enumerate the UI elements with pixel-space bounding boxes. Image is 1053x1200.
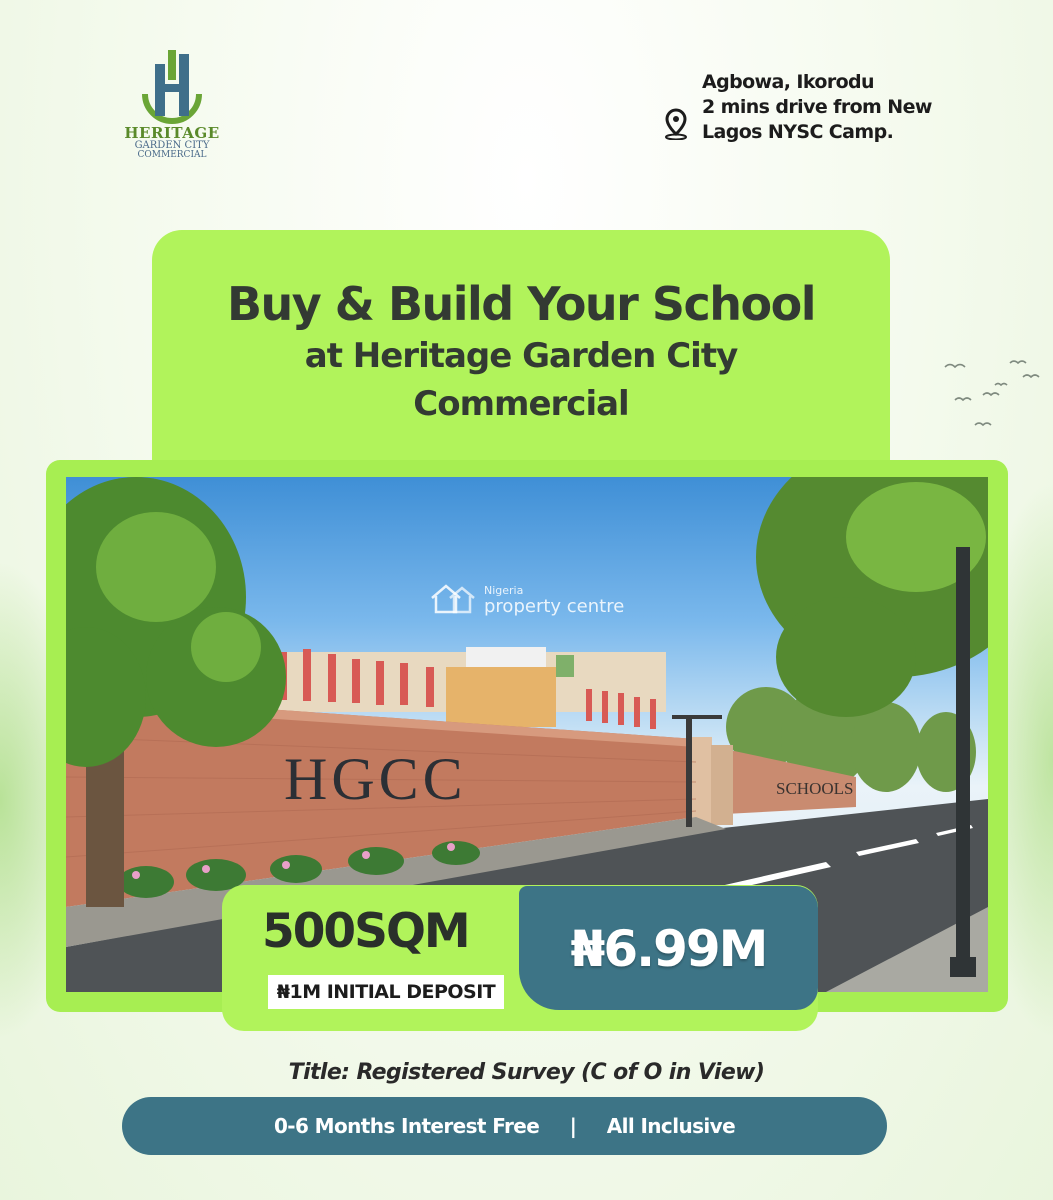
location-line2: 2 mins drive from New	[702, 96, 932, 118]
all-inclusive-text: All Inclusive	[606, 1114, 736, 1138]
plot-size: 500SQM	[262, 904, 469, 959]
headline	[152, 276, 890, 428]
house-watermark-icon	[428, 582, 476, 616]
logo-line3: COMMERCIAL	[137, 150, 207, 160]
location-line3: Lagos NYSC Camp.	[702, 121, 894, 143]
initial-deposit: ₦1M INITIAL DEPOSIT	[268, 975, 504, 1009]
price: ₦6.99M	[570, 920, 767, 978]
headline-line1: Buy & Build Your School	[227, 277, 815, 331]
schools-wall-sign: SCHOOLS	[776, 779, 854, 798]
logo-line1: HERITAGE	[124, 124, 220, 142]
hgcc-wall-sign: HGCC	[284, 746, 467, 812]
watermark	[428, 582, 625, 620]
terms-bar-text	[122, 1097, 887, 1155]
heritage-logo	[112, 46, 232, 176]
headline-line3: Commercial	[413, 384, 629, 424]
interest-free-text: 0-6 Months Interest Free	[273, 1114, 540, 1138]
watermark-big: property centre	[484, 596, 625, 617]
location-pin-icon	[662, 108, 690, 140]
location-line1: Agbowa, Ikorodu	[702, 71, 874, 93]
terms-separator: |	[569, 1114, 577, 1138]
logo-line2: GARDEN CITY	[134, 140, 210, 151]
title-document-text: Title: Registered Survey (C of O in View)	[288, 1060, 765, 1085]
building-logo-icon	[137, 46, 207, 126]
birds-icon	[935, 355, 1045, 445]
headline-line2: at Heritage Garden City	[304, 336, 738, 376]
watermark-small: Nigeria	[484, 584, 524, 597]
